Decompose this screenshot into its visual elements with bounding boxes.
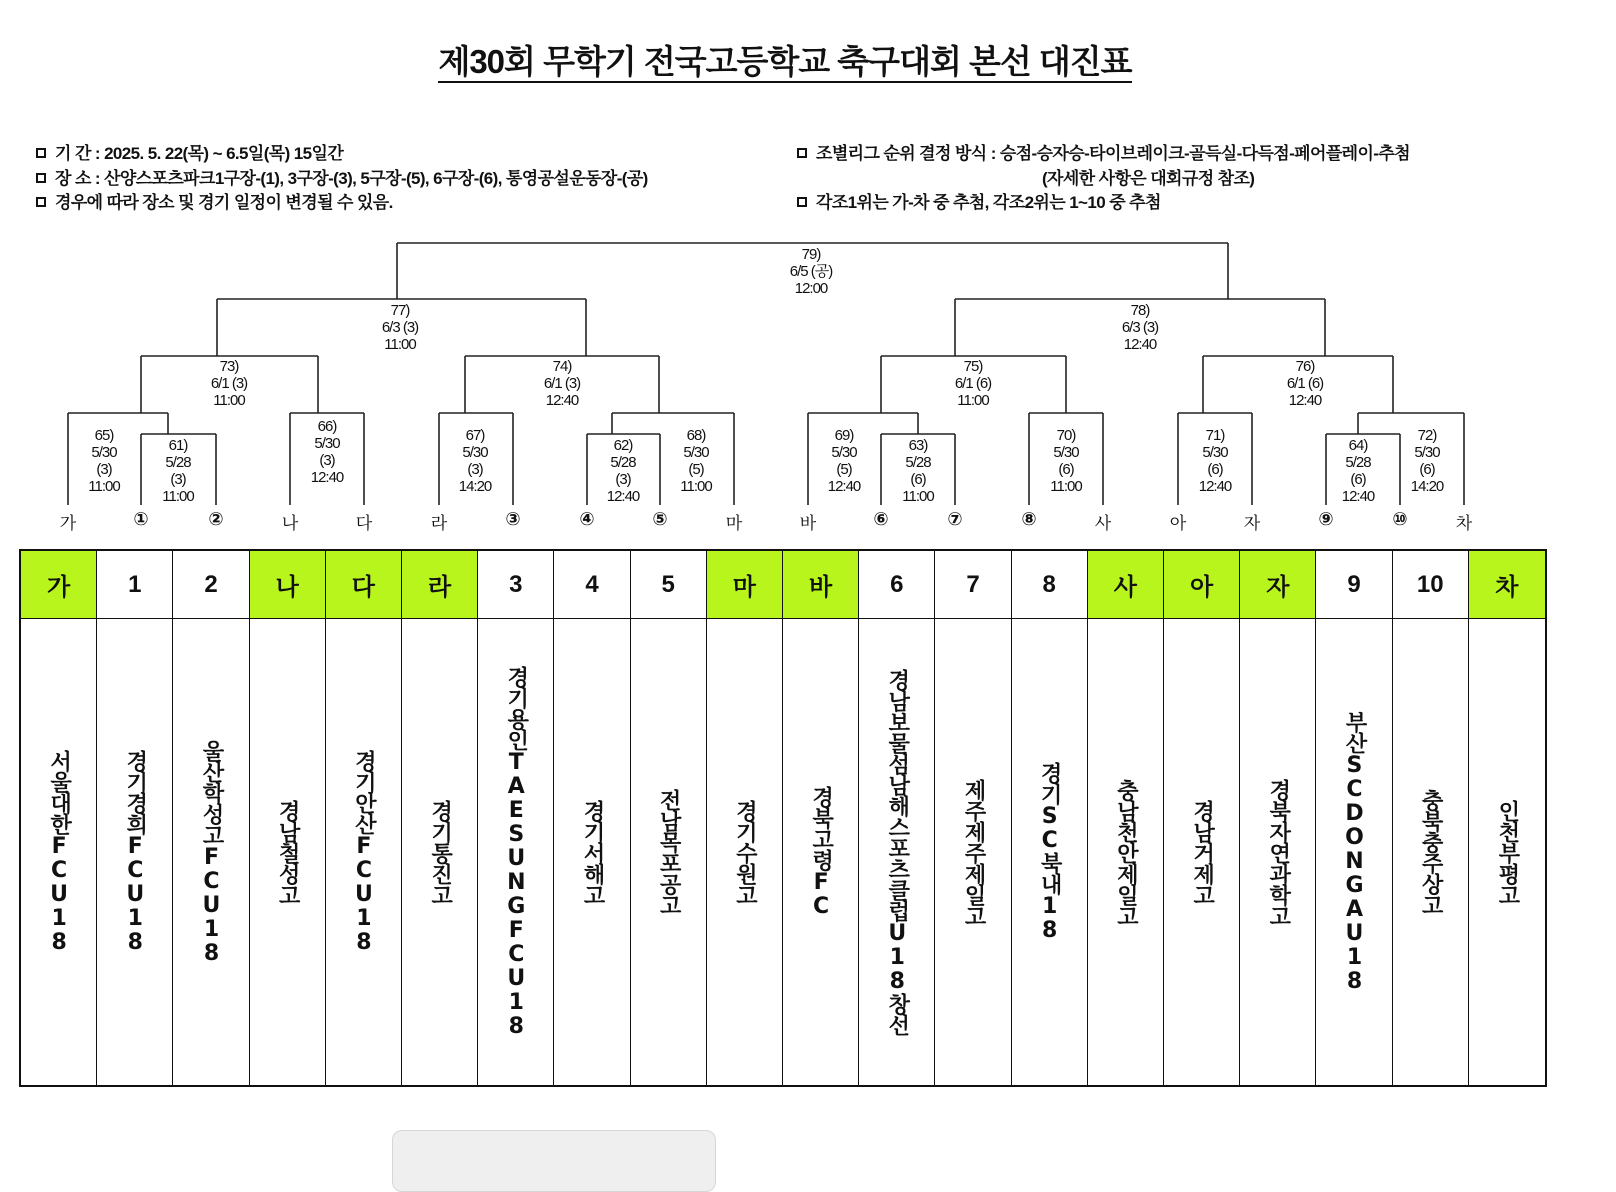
match-info — [544, 358, 580, 409]
match-info — [1050, 427, 1081, 495]
bottom-toolbar[interactable] — [392, 1130, 716, 1192]
slot-header: 가 — [21, 551, 97, 619]
match-info — [1199, 427, 1232, 495]
match-date: 5/30 — [683, 444, 709, 461]
match-no: 69) — [834, 427, 854, 444]
team-name: 울산학성고FCU18 — [198, 739, 224, 965]
team-cell — [326, 619, 402, 1085]
match-info — [828, 427, 861, 495]
bracket-slot-label: ④ — [579, 509, 595, 529]
team-name: 서울대한FCU18 — [46, 750, 72, 954]
match-info — [1411, 427, 1444, 495]
note-text: 장 소 : 산양스포츠파크1구장-(1), 3구장-(3), 5구장-(5), 6구장-(6), 통영공설운동장-(공) — [55, 168, 648, 188]
bracket-slot-label: 자 — [1243, 514, 1261, 533]
team-name: 인천부평고 — [1494, 799, 1520, 905]
bracket-slot-label: 바 — [799, 514, 817, 533]
match-time: 12:40 — [1341, 488, 1375, 505]
match-no: 70) — [1056, 427, 1076, 444]
team-name: 충남천안제일고 — [1113, 778, 1139, 926]
match-time: 12:40 — [545, 392, 579, 409]
match-date: 6/1 — [210, 375, 229, 392]
slot-header: 7 — [935, 551, 1011, 619]
match-date: 5/28 — [610, 454, 636, 471]
team-cell — [1164, 619, 1240, 1085]
match-venue: (6) — [910, 471, 926, 488]
match-time: 11:00 — [213, 392, 245, 409]
match-time: 12:40 — [1198, 478, 1232, 495]
match-venue: (3) — [399, 319, 419, 336]
team-cell — [250, 619, 326, 1085]
team-name: 경남보물섬남해스포츠클럽U18창선 — [884, 669, 910, 1035]
bracket-slot-label: ⑦ — [947, 509, 963, 529]
match-info — [955, 358, 991, 409]
bracket-slot-label: 차 — [1455, 514, 1473, 533]
match-no: 62) — [613, 437, 633, 454]
slot-header: 나 — [250, 551, 326, 619]
match-venue: (5) — [836, 461, 852, 478]
match-date: 6/3 — [381, 319, 400, 336]
match-time: 11:00 — [384, 336, 416, 353]
team-cell — [478, 619, 554, 1085]
team-name: 부산SCDONGAU18 — [1341, 711, 1367, 993]
team-cell — [97, 619, 173, 1085]
match-time: 12:40 — [606, 488, 640, 505]
team-name: 경북자연과학고 — [1265, 778, 1291, 926]
match-time: 14:20 — [458, 478, 492, 495]
match-date: 5/30 — [831, 444, 857, 461]
match-no: 71) — [1205, 427, 1225, 444]
team-name: 제주제주제일고 — [960, 778, 986, 926]
match-info — [790, 246, 833, 297]
match-venue: (공) — [807, 263, 833, 280]
bracket-slot-label: ⑥ — [873, 509, 889, 529]
match-info — [459, 427, 492, 495]
match-date: 5/30 — [1414, 444, 1440, 461]
match-venue: (3) — [615, 471, 631, 488]
team-cell — [935, 619, 1011, 1085]
team-cell — [173, 619, 249, 1085]
bracket-slot-label: 마 — [725, 514, 743, 533]
match-date: 5/30 — [91, 444, 117, 461]
bracket-slot-label: 다 — [355, 514, 373, 533]
team-cell — [21, 619, 97, 1085]
match-time: 12:40 — [827, 478, 861, 495]
match-date: 5/30 — [314, 435, 340, 452]
match-venue: (3) — [319, 452, 335, 469]
team-cell — [1088, 619, 1164, 1085]
match-time: 12:00 — [794, 280, 828, 297]
slot-header: 자 — [1240, 551, 1316, 619]
match-info — [607, 437, 640, 505]
bracket-slot-label: ① — [133, 509, 149, 529]
bracket-slot-label: ⑧ — [1021, 509, 1037, 529]
team-name: 경기안산FCU18 — [351, 750, 377, 954]
slot-header: 10 — [1393, 551, 1469, 619]
team-name: 경남철성고 — [275, 799, 301, 905]
match-time: 14:20 — [1410, 478, 1444, 495]
slot-header: 5 — [631, 551, 707, 619]
slot-header: 6 — [859, 551, 935, 619]
match-date: 5/28 — [905, 454, 931, 471]
team-cell — [1393, 619, 1469, 1085]
match-venue: (3) — [228, 375, 248, 392]
match-no: 65) — [94, 427, 114, 444]
match-info — [211, 358, 247, 409]
match-no: 79) — [801, 246, 821, 263]
team-cell — [707, 619, 783, 1085]
page-title-text: 제30회 무학기 전국고등학교 축구대회 본선 대진표 — [438, 43, 1131, 83]
slot-header: 다 — [326, 551, 402, 619]
match-info — [88, 427, 119, 495]
match-venue: (6) — [1207, 461, 1223, 478]
match-venue: (6) — [1350, 471, 1366, 488]
match-info — [1122, 302, 1158, 353]
match-info — [162, 437, 193, 505]
slot-header: 2 — [173, 551, 249, 619]
slot-header: 아 — [1164, 551, 1240, 619]
match-no: 64) — [1348, 437, 1368, 454]
bracket-slot-label: 라 — [430, 514, 448, 533]
match-no: 78) — [1130, 302, 1150, 319]
match-date: 5/30 — [1202, 444, 1228, 461]
team-name: 충북충주상고 — [1418, 789, 1444, 915]
match-no: 76) — [1295, 358, 1315, 375]
team-cell — [1012, 619, 1088, 1085]
slot-header: 8 — [1012, 551, 1088, 619]
team-name: 경기용인TAESUNGFCU18 — [503, 666, 529, 1038]
match-info — [1342, 437, 1375, 505]
match-time: 11:00 — [902, 488, 934, 505]
match-venue: (6) — [972, 375, 992, 392]
match-date: 6/1 — [543, 375, 562, 392]
bracket-slot-label: 가 — [59, 514, 77, 533]
note-text: 경우에 따라 장소 및 경기 일정이 변경될 수 있음. — [55, 193, 393, 212]
match-date: 6/1 — [954, 375, 973, 392]
match-date: 5/30 — [462, 444, 488, 461]
team-name: 경북고령FC — [808, 786, 834, 918]
team-cell — [1240, 619, 1316, 1085]
bracket-slot-label: 사 — [1094, 514, 1112, 533]
team-name: 전남목포공고 — [656, 789, 682, 915]
match-venue: (6) — [1304, 375, 1324, 392]
note-text: 기 간 : 2025. 5. 22(목) ~ 6.5일(목) 15일간 — [55, 144, 344, 163]
note-text: (자세한 사항은 대회규정 참조) — [1042, 168, 1255, 188]
match-info — [1287, 358, 1323, 409]
team-cell — [859, 619, 935, 1085]
slot-header: 사 — [1088, 551, 1164, 619]
match-info — [680, 427, 711, 495]
match-time: 11:00 — [680, 478, 712, 495]
bracket-slot-label: ② — [208, 509, 224, 529]
match-venue: (6) — [1058, 461, 1074, 478]
match-date: 6/5 — [789, 263, 808, 280]
bracket-slot-label: 아 — [1169, 514, 1187, 533]
note-text: 각조1위는 가-차 중 추첨, 각조2위는 1~10 중 추첨 — [816, 193, 1161, 212]
bracket-slot-label: 나 — [281, 514, 299, 533]
match-info — [902, 437, 933, 505]
match-info — [382, 302, 418, 353]
match-no: 75) — [963, 358, 983, 375]
bracket-slot-label: ⑨ — [1318, 509, 1334, 529]
match-venue: (3) — [96, 461, 112, 478]
slot-header: 차 — [1469, 551, 1545, 619]
team-cell — [1316, 619, 1392, 1085]
match-venue: (6) — [1419, 461, 1435, 478]
match-date: 6/3 — [1121, 319, 1140, 336]
match-no: 66) — [317, 418, 337, 435]
slot-header: 라 — [402, 551, 478, 619]
match-venue: (3) — [170, 471, 186, 488]
team-cell — [783, 619, 859, 1085]
team-table — [19, 549, 1547, 1087]
slot-header: 1 — [97, 551, 173, 619]
match-no: 77) — [390, 302, 410, 319]
match-no: 68) — [686, 427, 706, 444]
team-name: 경기수원고 — [732, 799, 758, 905]
match-venue: (5) — [688, 461, 704, 478]
match-no: 63) — [908, 437, 928, 454]
bracket-slot-label: ⑤ — [652, 509, 668, 529]
slot-header: 3 — [478, 551, 554, 619]
match-time: 12:40 — [1288, 392, 1322, 409]
match-date: 6/1 — [1286, 375, 1305, 392]
match-no: 61) — [168, 437, 188, 454]
match-venue: (3) — [1139, 319, 1159, 336]
match-time: 11:00 — [88, 478, 120, 495]
note-text: 조별리그 순위 결정 방식 : 승점-승자승-타이브레이크-골득실-다득점-페어플레이-추첨 — [816, 144, 1410, 163]
match-venue: (3) — [561, 375, 581, 392]
bracket-slot-label: ⑩ — [1392, 509, 1408, 529]
team-name: 경기SC북내18 — [1037, 762, 1063, 942]
match-no: 72) — [1417, 427, 1437, 444]
match-no: 74) — [552, 358, 572, 375]
team-name: 경남거제고 — [1189, 799, 1215, 905]
team-name: 경기서해고 — [579, 799, 605, 905]
team-cell — [631, 619, 707, 1085]
match-time: 11:00 — [1050, 478, 1082, 495]
match-no: 73) — [219, 358, 239, 375]
team-name: 경기통진고 — [427, 799, 453, 905]
slot-header: 4 — [554, 551, 630, 619]
match-info — [311, 418, 344, 486]
slot-header: 바 — [783, 551, 859, 619]
match-venue: (3) — [467, 461, 483, 478]
match-time: 11:00 — [162, 488, 194, 505]
match-date: 5/28 — [165, 454, 191, 471]
bracket-slot-label: ③ — [505, 509, 521, 529]
team-cell — [402, 619, 478, 1085]
team-name: 경기경희FCU18 — [122, 750, 148, 954]
match-date: 5/30 — [1053, 444, 1079, 461]
slot-header: 마 — [707, 551, 783, 619]
match-date: 5/28 — [1345, 454, 1371, 471]
match-time: 12:40 — [1123, 336, 1157, 353]
match-time: 11:00 — [957, 392, 989, 409]
team-cell — [1469, 619, 1545, 1085]
match-no: 67) — [465, 427, 485, 444]
match-time: 12:40 — [310, 469, 344, 486]
team-cell — [554, 619, 630, 1085]
slot-header: 9 — [1316, 551, 1392, 619]
